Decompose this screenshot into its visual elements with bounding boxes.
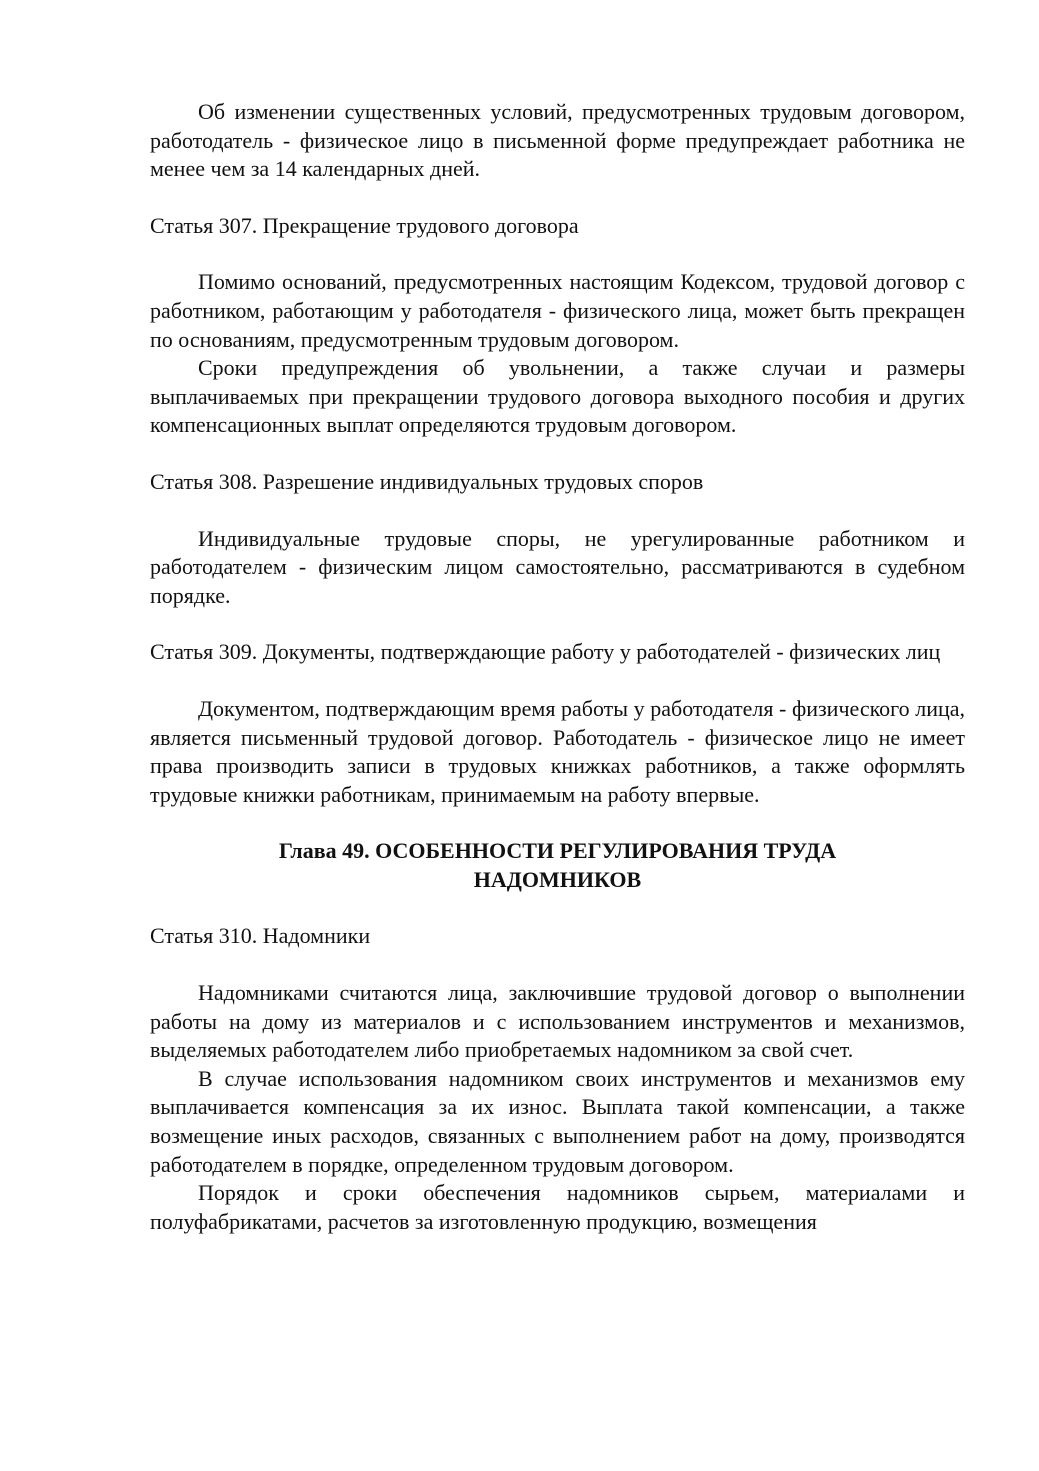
spacer: [150, 610, 965, 638]
spacer: [150, 809, 965, 837]
paragraph-termination-grounds: Помимо оснований, предусмотренных настоящим Кодексом, трудовой договор с работником, работающим у работодателя - физического лица, может быть прекращен по основаниям, предусмотренным трудовым договором.: [150, 269, 965, 352]
article-307-title: Статья 307. Прекращение трудового договора: [150, 212, 579, 238]
spacer: [150, 667, 965, 695]
paragraph-supply-procedure: Порядок и сроки обеспечения надомников сырьем, материалами и полуфабрикатами, расчетов за изготовленную продукцию, возмещения: [150, 1180, 965, 1234]
paragraph-notice-changes: Об изменении существенных условий, предусмотренных трудовым договором, работодатель - физическое лицо в письменной форме предупреждает работника не менее чем за 14 календарных дней.: [150, 99, 965, 182]
chapter-49-title-line1: Глава 49. ОСОБЕННОСТИ РЕГУЛИРОВАНИЯ ТРУДА: [278, 838, 837, 864]
spacer: [150, 184, 965, 212]
spacer: [150, 240, 965, 268]
paragraph-labor-disputes: Индивидуальные трудовые споры, не урегулированные работником и работодателем - физическим лицом самостоятельно, рассматриваются в судебном порядке.: [150, 525, 965, 608]
chapter-49-title-line2: НАДОМНИКОВ: [473, 866, 642, 892]
spacer: [150, 894, 965, 922]
paragraph-employment-documents: Документом, подтверждающим время работы у работодателя - физического лица, является письменный трудовой договор. Работодатель - физическое лицо не имеет права производить записи в трудовых книжках работников, а также оформлять трудовые книжки работникам, принимаемым на работу впервые.: [150, 695, 965, 807]
paragraph-notice-periods: Сроки предупреждения об увольнении, а также случаи и размеры выплачиваемых при прекращении трудового договора выходного пособия и других компенсационных выплат определяются трудовым договором.: [150, 355, 965, 438]
paragraph-homeworkers-definition: Надомниками считаются лица, заключившие трудовой договор о выполнении работы на дому из материалов и с использованием инструментов и механизмов, выделяемых работодателем либо приобретаемых надомником за свой счет.: [150, 980, 965, 1063]
spacer: [150, 951, 965, 979]
article-309-title: Статья 309. Документы, подтверждающие работу у работодателей - физических лиц: [150, 639, 941, 665]
spacer: [150, 440, 965, 468]
spacer: [150, 497, 965, 525]
paragraph-compensation: В случае использования надомником своих инструментов и механизмов ему выплачивается компенсация за их износ. Выплата такой компенсации, а также возмещение иных расходов, связанных с выполнением работ на дому, производятся работодателем в порядке, определенном трудовым договором.: [150, 1065, 965, 1177]
article-310-title: Статья 310. Надомники: [150, 923, 371, 949]
document-page: [150, 98, 965, 1236]
article-308-title: Статья 308. Разрешение индивидуальных трудовых споров: [150, 468, 704, 494]
